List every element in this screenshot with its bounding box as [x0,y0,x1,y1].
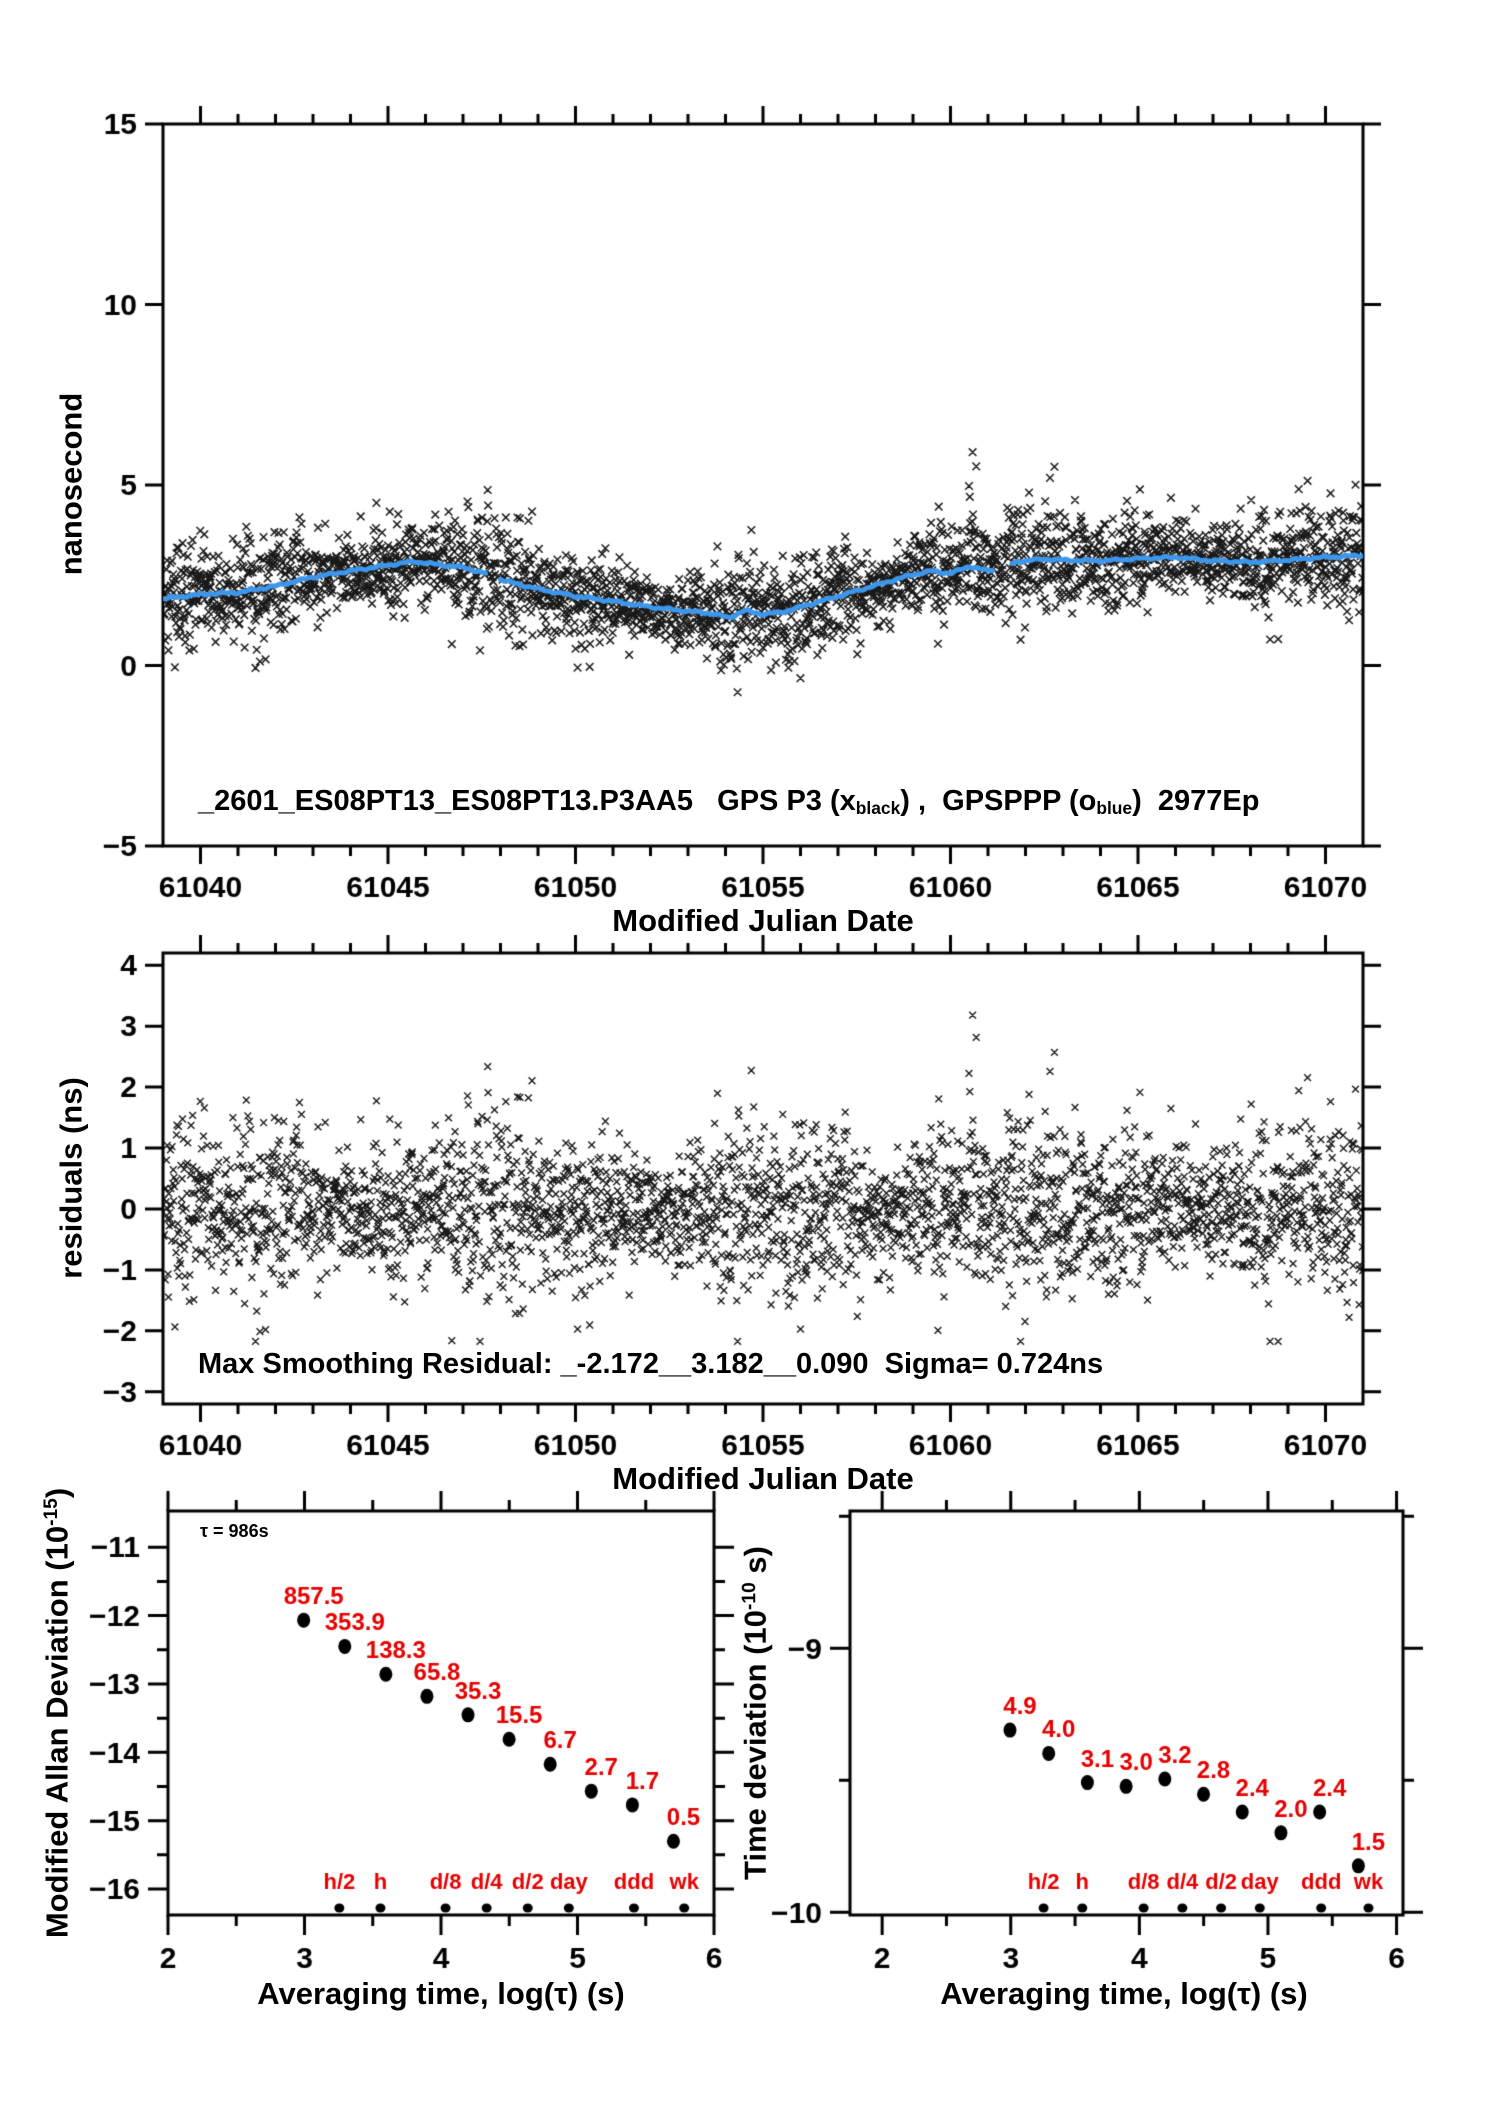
tdev-y-axis-title [737,1546,773,1880]
mdev-y-title-exponent: -15 [41,1498,63,1526]
tdev-y-title-text: Time deviation (10 [737,1610,773,1880]
top-x-axis-title: Modified Julian Date [612,903,914,938]
legend-close: ) [1132,785,1158,817]
mdev-y-title-text: Modified Allan Deviation (10 [39,1525,75,1939]
max-smoothing-residual-annotation: Max Smoothing Residual: _-2.172__3.182__0.090 Sigma= 0.724ns [198,1348,1104,1380]
dataset-file-name: _2601_ES08PT13_ES08PT13.P3AA5 [198,785,693,817]
tdev-x-axis-title: Averaging time, log(τ) (s) [940,1976,1308,2011]
tdev-y-title-close: s) [737,1546,773,1583]
tdev-y-title-exponent: -10 [739,1582,761,1611]
legend-sub-blue: blue [1096,797,1133,818]
mdev-y-title-close: ) [39,1487,75,1499]
legend-separator: ) , [900,785,943,817]
gpsppp-legend: GPSPPP (o [942,785,1097,817]
middle-x-axis-title: Modified Julian Date [612,1461,914,1496]
mdev-y-axis-title [39,1487,75,1939]
legend-sub-black: black [855,797,901,818]
middle-y-axis-title: residuals (ns) [53,1077,89,1279]
epoch-count: 2977Ep [1157,785,1260,817]
gps-p3-legend: GPS P3 (x [692,785,856,817]
top-panel-title [198,786,1259,817]
top-y-axis-title: nanosecond [53,392,89,576]
mdev-x-axis-title: Averaging time, log(τ) (s) [257,1976,625,2011]
tau-annotation: τ = 986s [200,1521,269,1541]
